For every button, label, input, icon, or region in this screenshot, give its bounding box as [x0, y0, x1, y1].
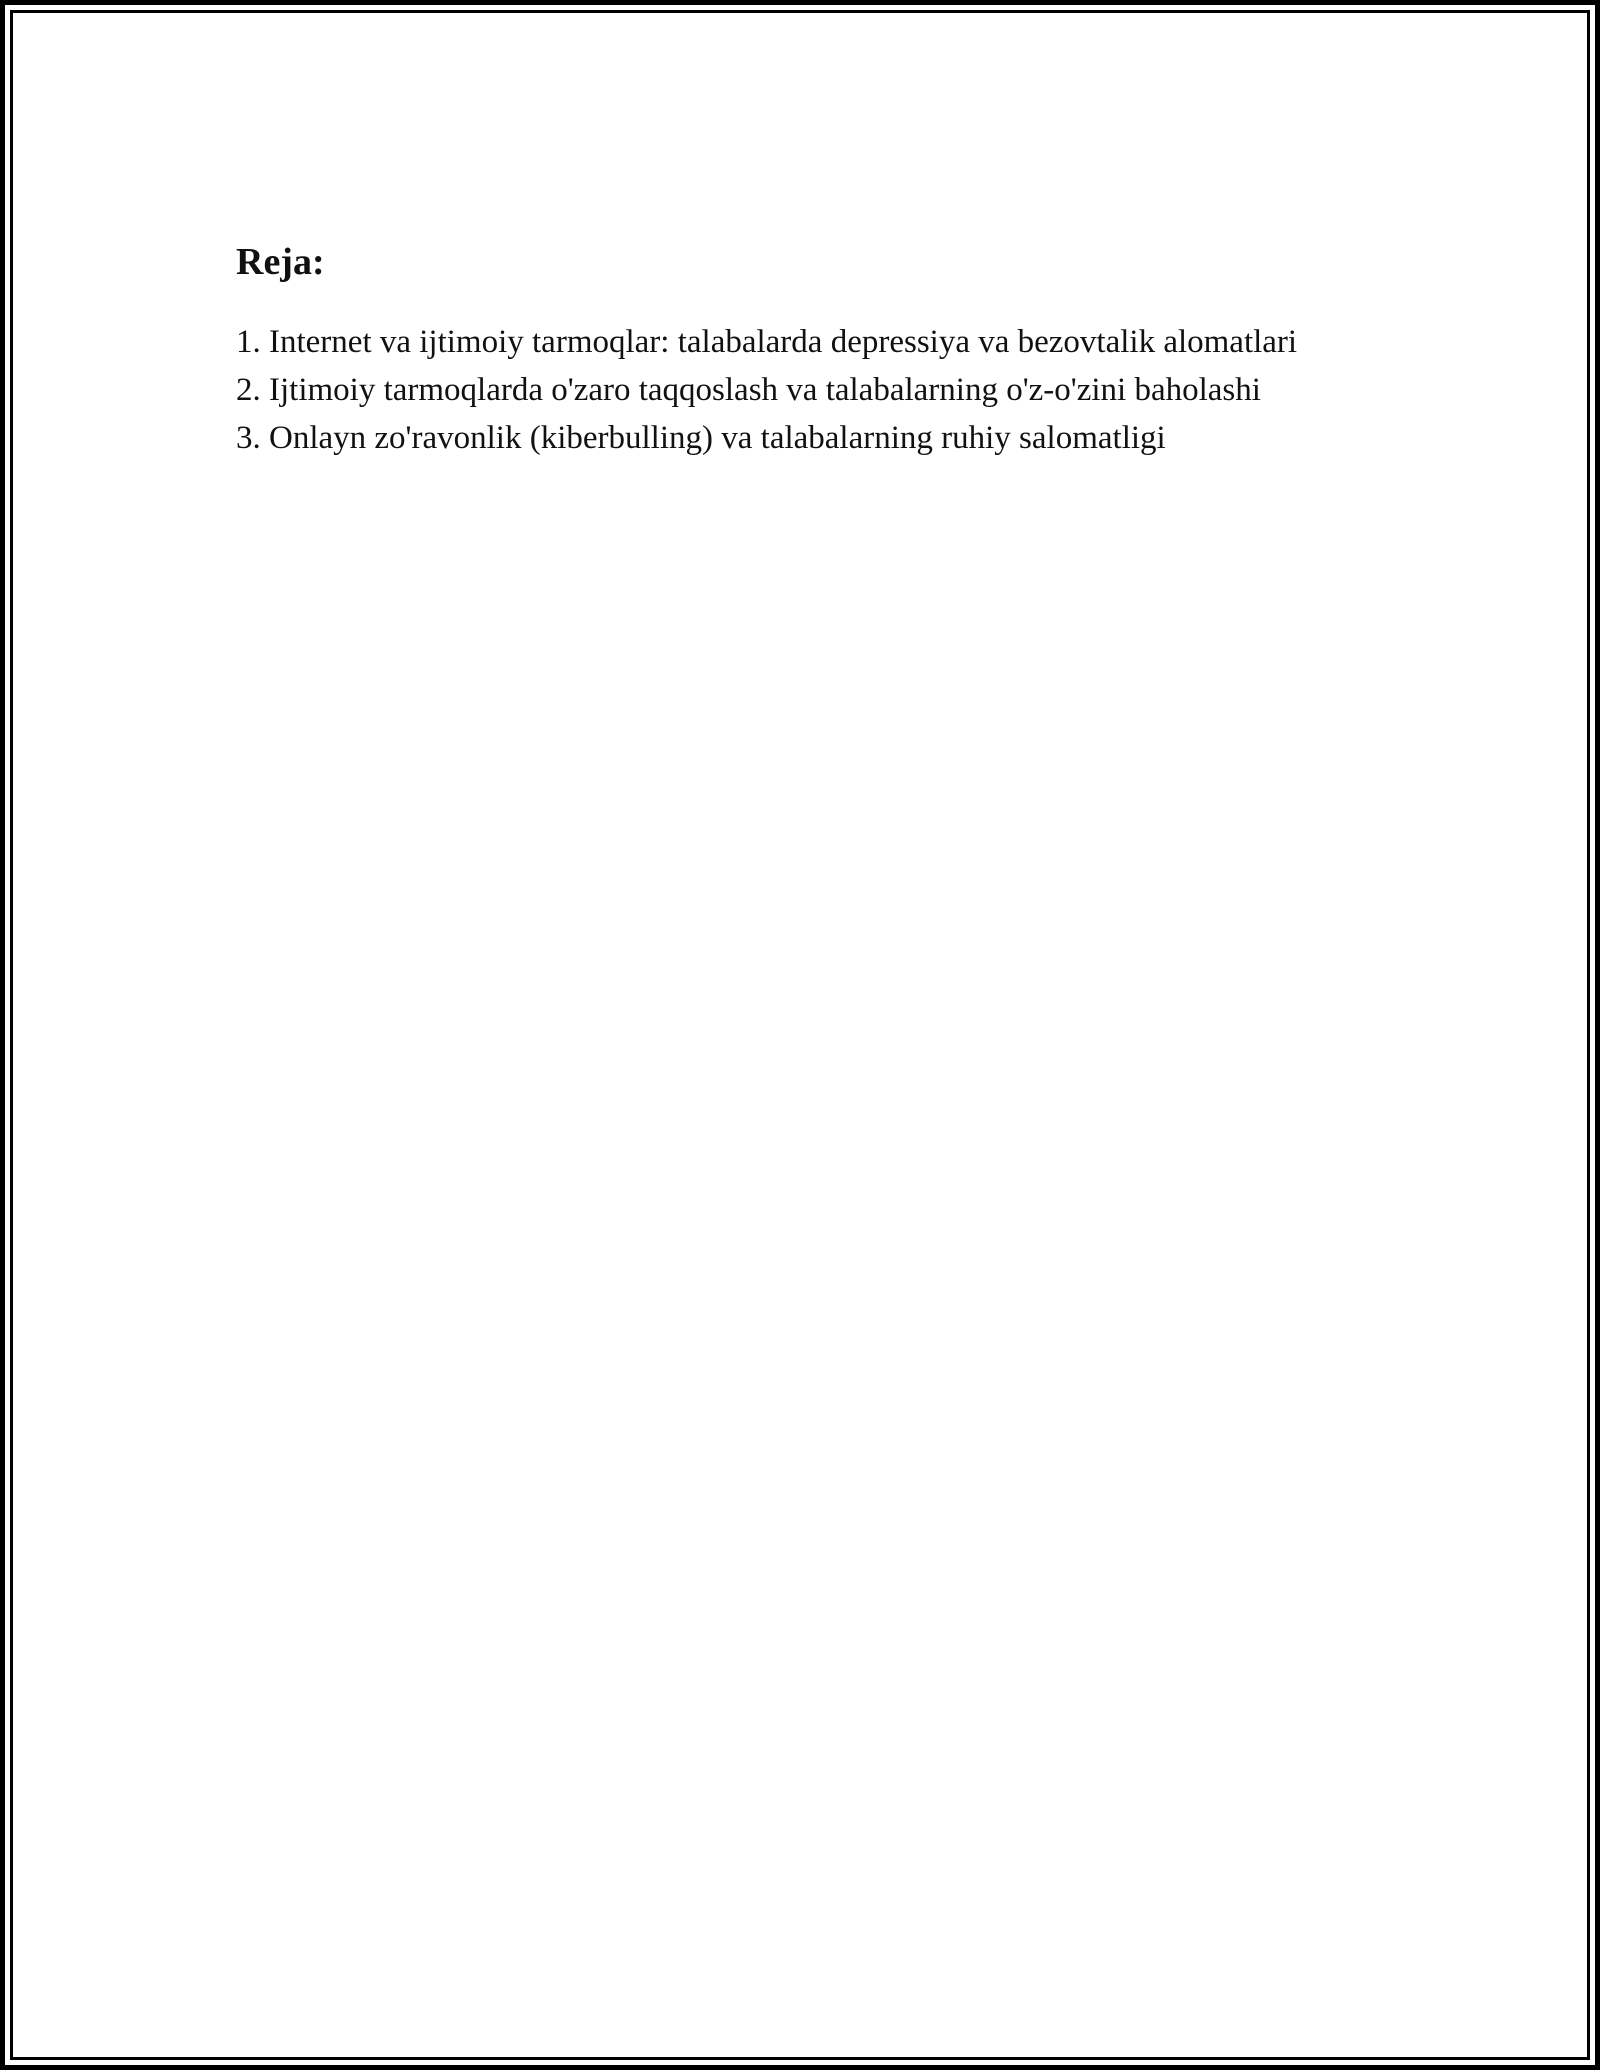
plan-item-2: 2. Ijtimoiy tarmoqlarda o'zaro taqqoslash va talabalarning o'z-o'zini baholashi [236, 371, 1261, 408]
plan-item-1: 1. Internet va ijtimoiy tarmoqlar: talabalarda depressiya va bezovtalik alomatlari [236, 323, 1298, 360]
plan-heading: Reja: [236, 241, 325, 283]
document-body [236, 240, 1364, 462]
plan-item-3: 3. Onlayn zo'ravonlik (kiberbulling) va talabalarning ruhiy salomatligi [236, 419, 1166, 456]
plan-list [236, 318, 1364, 462]
